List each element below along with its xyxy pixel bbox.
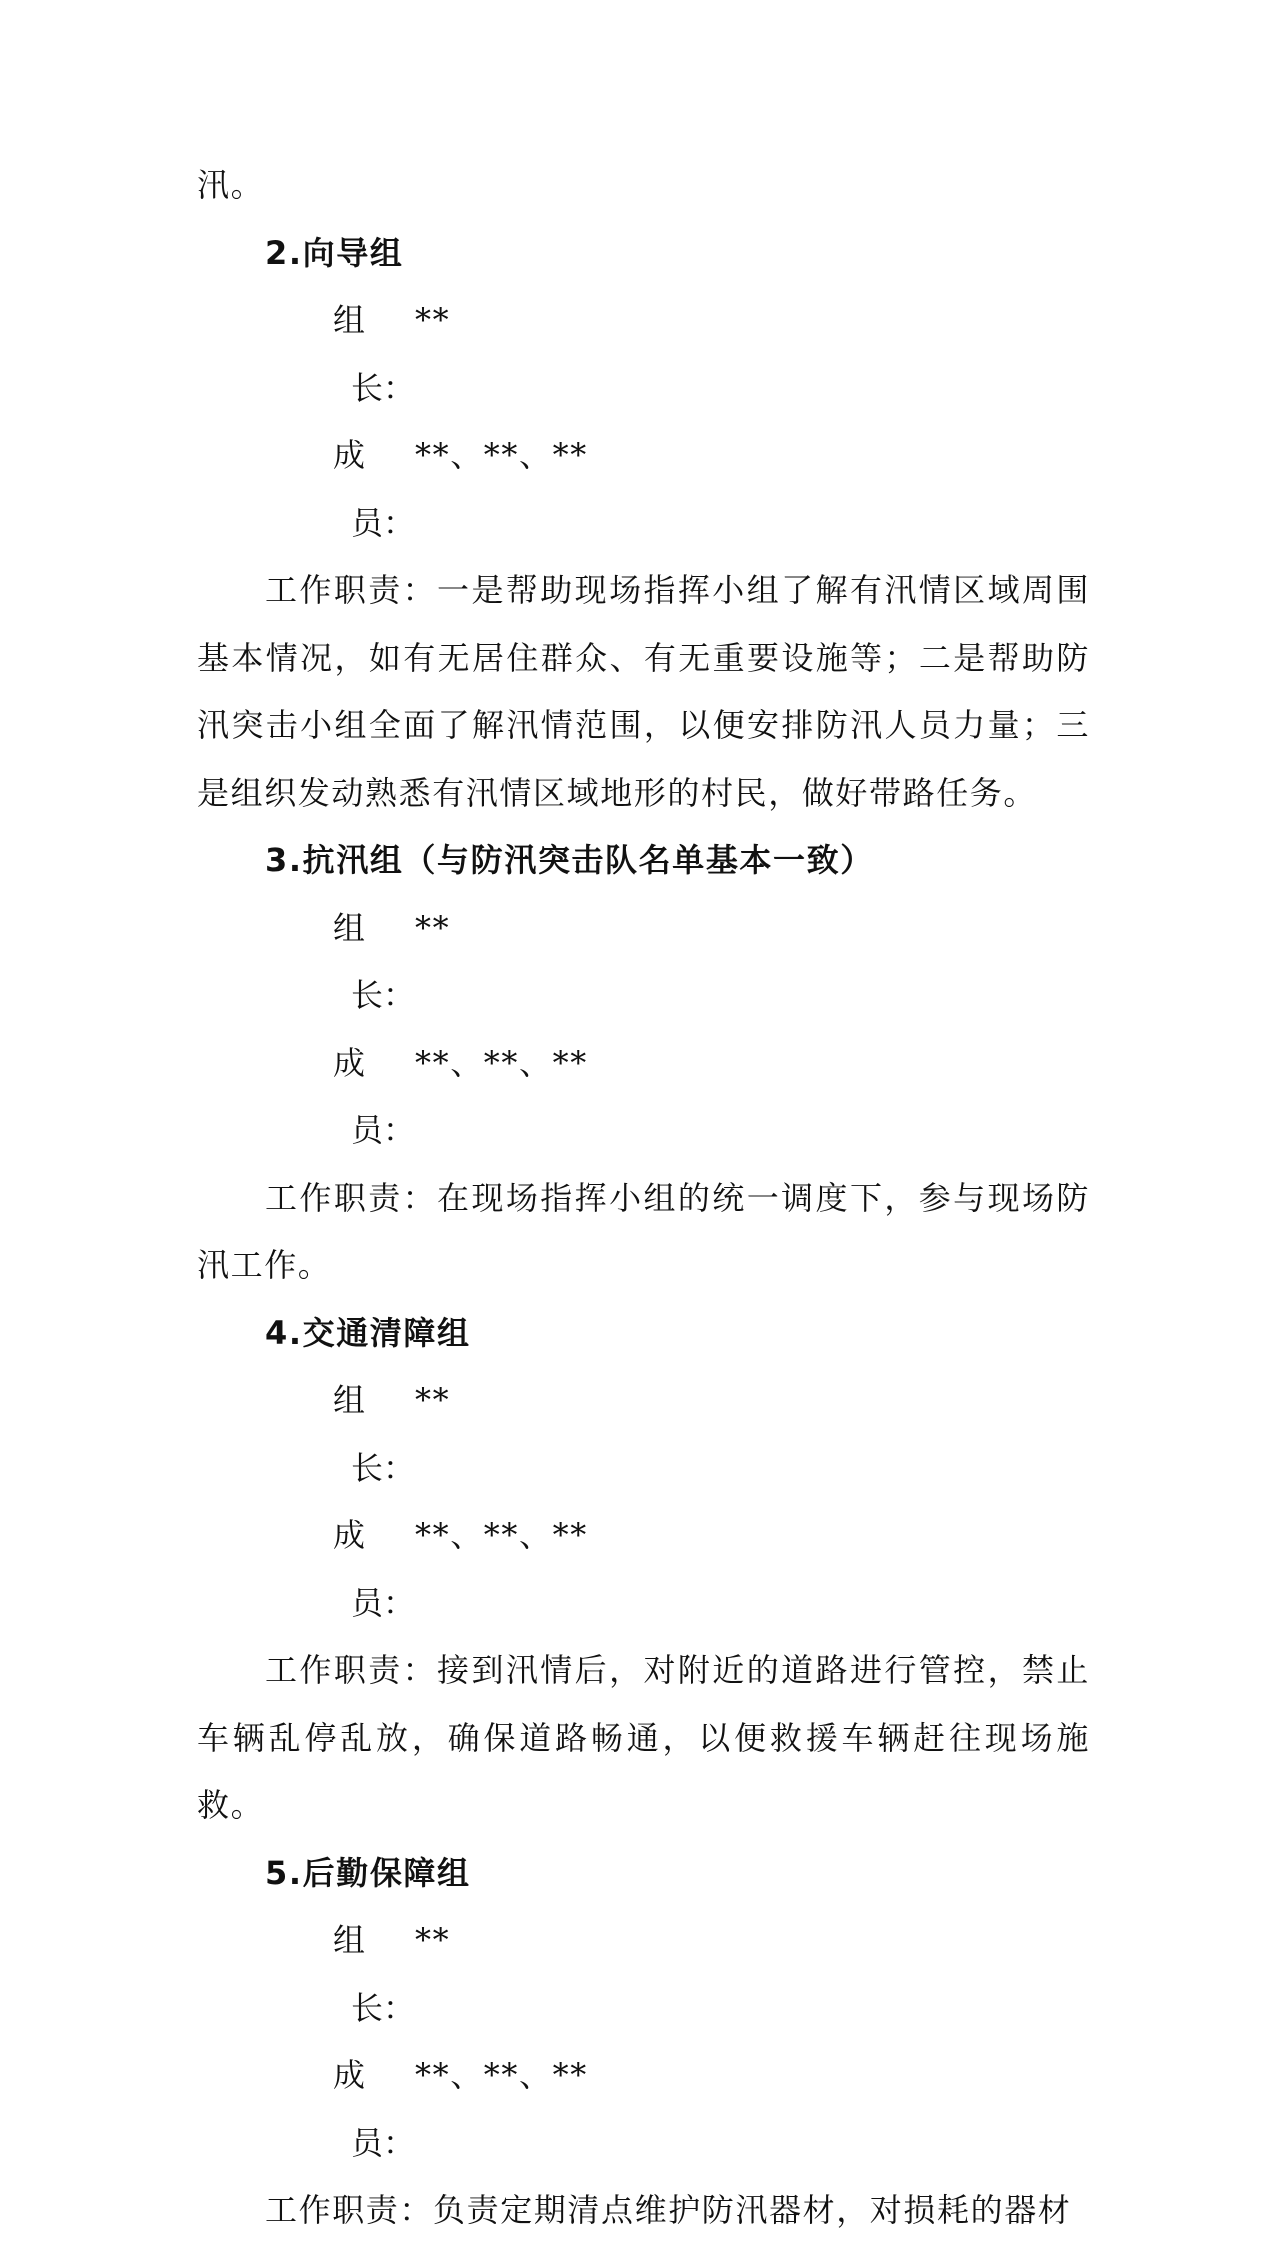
label-text: 成 xyxy=(333,1043,366,1082)
label-text: 员： xyxy=(350,2123,415,2162)
label-text: 员： xyxy=(350,1583,415,1622)
group-section xyxy=(197,827,1090,1300)
group-leader-line xyxy=(197,1907,1090,2042)
leader-name: ** xyxy=(415,301,451,339)
label-text: 员： xyxy=(350,1111,415,1149)
label-text: 长： xyxy=(350,1448,415,1487)
label-text: 成 xyxy=(333,436,366,474)
group-leader-line xyxy=(197,1367,1090,1502)
member-names: **、**、** xyxy=(415,436,588,474)
leader-name: ** xyxy=(415,908,451,947)
member-names: **、**、** xyxy=(415,1516,588,1554)
group-heading: 2.向导组 xyxy=(265,233,404,272)
group-heading: 5.后勤保障组 xyxy=(265,1853,471,1892)
group-members-line xyxy=(197,2042,1090,2177)
leader-name: ** xyxy=(415,1381,451,1419)
label-text: 长： xyxy=(350,1988,415,2027)
group-section xyxy=(197,1840,1090,2245)
leader-name: ** xyxy=(415,1921,451,1959)
group-leader-line xyxy=(197,895,1090,1030)
group-duty: 工作职责：一是帮助现场指挥小组了解有汛情区域周围基本情况，如有无居住群众、有无重要设施等；二是帮助防汛突击小组全面了解汛情范围，以便安排防汛人员力量；三是组织发动熟悉有汛情区域地形的村民，做好带路任务。 xyxy=(197,571,1090,812)
group-duty: 工作职责：负责定期清点维护防汛器材，对损耗的器材 xyxy=(265,2191,1072,2229)
group-section xyxy=(197,1300,1090,1840)
group-section xyxy=(197,220,1090,828)
group-duty: 工作职责：在现场指挥小组的统一调度下，参与现场防汛工作。 xyxy=(197,1178,1090,1284)
group-heading: 3.抗汛组（与防汛突击队名单基本一致） xyxy=(265,841,874,879)
document-page xyxy=(197,152,1090,2245)
label-text: 成 xyxy=(333,1516,366,1554)
paragraph-continuation: 汛。 xyxy=(197,166,265,204)
group-members-line xyxy=(197,1030,1090,1165)
label-text: 组 xyxy=(333,1381,366,1419)
member-names: **、**、** xyxy=(415,1043,588,1082)
group-leader-line xyxy=(197,287,1090,422)
label-text: 组 xyxy=(333,301,366,339)
label-text: 组 xyxy=(333,1921,366,1959)
label-text: 长： xyxy=(350,976,415,1014)
group-members-line xyxy=(197,1502,1090,1637)
group-heading: 4.交通清障组 xyxy=(265,1313,471,1352)
label-text: 组 xyxy=(333,908,366,947)
label-text: 员： xyxy=(350,503,415,542)
group-duty: 工作职责：接到汛情后，对附近的道路进行管控，禁止车辆乱停乱放，确保道路畅通，以便救援车辆赶往现场施救。 xyxy=(197,1651,1090,1824)
label-text: 长： xyxy=(350,368,415,407)
member-names: **、**、** xyxy=(415,2056,588,2094)
label-text: 成 xyxy=(333,2056,366,2094)
group-members-line xyxy=(197,422,1090,557)
